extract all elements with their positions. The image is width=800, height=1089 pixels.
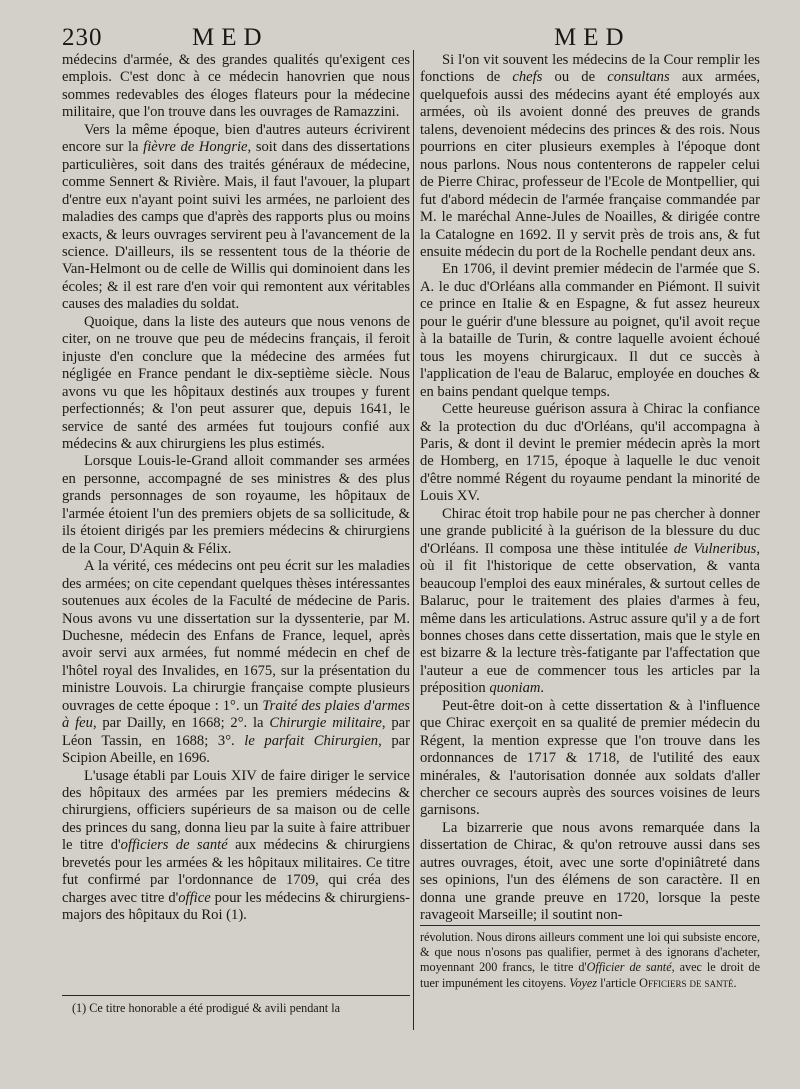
running-head-left: MED — [192, 24, 269, 51]
running-head-right: MED — [554, 24, 631, 51]
footnote-left: (1) Ce titre honorable a été prodigué & avili pendant la — [72, 1001, 341, 1015]
footnote-separator-left — [62, 995, 410, 996]
paragraph: Peut-être doit-on à cette dissertation & à l'influence que Chirac exerçoit en sa qualité de premier médecin du Régent, la mention expresse que l'on trouve dans les ordonnances de 1717 & 1718, de l'utilité des eaux minérales, & l'autorisation donnée aux soldats d'aller chercher ce secours auprès des sources voisines de leurs garnisons. — [420, 697, 760, 819]
paragraph: A la vérité, ces médecins ont peu écrit sur les maladies des armées; on cite cependant quelques thèses intéressantes soutenues aux écoles de la Faculté de médecine de Paris. Nous avons vu une dissertation sur la dyssenterie, par M. Duchesne, médecin des Enfans de France, lequel, après avoir servi aux armées, fut nommé médecin en chef de l'hôtel royal des Invalides, en 1675, sur la présentation du ministre Louvois. La chirurgie française compte plusieurs ouvrages de cette époque : 1°. un Traité des plaies d'armes à feu, par Dailly, en 1668; 2°. la Chirurgie militaire, par Léon Tassin, en 1688; 3°. le parfait Chirurgien, par Scipion Abeille, en 1696. — [62, 558, 411, 767]
page-header — [62, 24, 770, 52]
footnote-right: révolution. Nous dirons ailleurs comment une loi qui subsiste encore, & que nous n'osons pas qualifier, permet à des ignorans d'acheter, moyennant 200 francs, le titre d'Officier de santé, avec le droit de tuer impunément les citoyens. Voyez l'article Officiers de santé. — [420, 930, 761, 990]
paragraph: Lorsque Louis-le-Grand alloit commander ses armées en personne, accompagné de ses ministres & des plus grands personnages de son royaume, les hôpitaux de l'armée étoient l'un des premiers objets de sa sollicitude, & ils étoient dirigés par les premiers médecins & chirurgiens de la Cour, D'Aquin & Félix. — [62, 453, 410, 557]
page-number: 230 — [62, 24, 103, 51]
paragraph: Vers la même époque, bien d'autres auteurs écrivirent encore sur la fièvre de Hongrie, soit dans des dissertations particulières, soit dans des traités généraux de médecine, comme Sennert & Rivière. Mais, il faut l'avouer, la plupart d'entre eux n'ayant point suivi les armées, ne parloient des maladies des camps que d'après des rapports plus ou moins exacts, & leurs ouvrages servirent peu à l'avancement de la science. D'ailleurs, ils se ressentent tous de la théorie de Van-Helmont ou de celle de Willis qui dominoient dans les écoles; & il est rare d'en voir qui remontent aux véritables causes des maladies du soldat. — [62, 121, 410, 313]
column-divider — [413, 50, 414, 1030]
paragraph: Quoique, dans la liste des auteurs que nous venons de citer, on ne trouve que peu de médecins français, il feroit injuste d'en conclure que la médecine des armées fut négligée en France pendant le dix-septième siècle. Nous avons vu que les hôpitaux destinés aux troupes y furent perfectionnés; & l'on peut assurer que, depuis 1641, le service de santé des armées fut toujours confié aux médecins & aux chirurgiens les plus estimés. — [62, 313, 410, 452]
right-column — [420, 52, 760, 925]
footnote-separator-right — [420, 925, 760, 926]
paragraph: La bizarrerie que nous avons remarquée dans la dissertation de Chirac, & qu'on retrouve aussi dans ses autres ouvrages, étoit, avec une sorte d'opiniâtreté dans ses opinions, l'un des élémens de son caractère. Il en donna une grande preuve en 1720, lorsque la peste ravageoit Marseille; il soutint non- — [420, 819, 760, 924]
paragraph: médecins d'armée, & des grandes qualités qu'exigent ces emplois. C'est donc à ce médecin hanovrien que nous sommes redevables des éloges flateurs pour la médecine militaire, que l'on trouve dans les ouvrages de Ramazzini. — [62, 52, 410, 121]
left-column — [62, 52, 410, 925]
paragraph: Chirac étoit trop habile pour ne pas chercher à donner une grande publicité à la guérison de la blessure du duc d'Orléans. Il composa une thèse intitulée de Vulneribus, où il fit l'historique de cette observation, & vanta beaucoup l'emploi des eaux minérales, & surtout celles de Balaruc, pour le traitement des plaies d'armes à feu, même dans les articulations. Astruc assure qu'il y a de fort bonnes choses dans cette dissertation, mais que le style en est bizarre & la lecture très-fatigante par l'affectation que l'auteur a eue de commencer tous les articles par la préposition quoniam. — [420, 505, 760, 697]
paragraph: Cette heureuse guérison assura à Chirac la confiance & la protection du duc d'Orléans, qu'il accompagna à Paris, & dont il devint le premier médecin après la mort de Homberg, en 1715, époque à laquelle le duc venoit d'être nommé Régent du royaume pendant la minorité de Louis XV. — [420, 401, 760, 505]
paragraph: En 1706, il devint premier médecin de l'armée que S. A. le duc d'Orléans alla commander en Piémont. Il suivit ce prince en Italie & en Espagne, & fut assez heureux pour le guérir d'une blessure au poignet, qu'il avoit reçue à la bataille de Turin, & contre laquelle avoient échoué tous les moyens chirurgicaux. Il dut ce succès à l'application de l'eau de Balaruc, employée en douches & en bains pendant quelque temps. — [420, 261, 760, 400]
paragraph: L'usage établi par Louis XIV de faire diriger le service des hôpitaux des armées par les premiers médecins & chirurgiens, officiers supérieurs de sa maison ou de celle des princes du sang, donna lieu par la suite à faire attribuer le titre d'officiers de santé aux médecins & chirurgiens brevetés pour les armées & les hôpitaux militaires. Ce titre fut confirmé par l'ordonnance de 1709, qui créa des charges avec titre d'office pour les médecins & chirurgiens-majors des hôpitaux du Roi (1). — [62, 767, 410, 924]
paragraph: Si l'on vit souvent les médecins de la Cour remplir les fonctions de chefs ou de consultans aux armées, quelquefois aussi des médecins ayant été employés aux armées, où ils avoient donné des preuves de grands talens, devenoient médecins des princes & des rois. Nous pourrions en citer plusieurs exemples à l'époque dont nous parlons. Nous nous contenterons de rappeler celui de Pierre Chirac, professeur de l'Ecole de Montpellier, qui fut d'abord médecin de l'armée française commandée par M. le maréchal Anne-Jules de Noailles, & dirigée contre la Catalogne en 1692. Il y servit près de trois ans, & fut ensuite médecin du port de la Rochelle pendant deux ans. — [420, 52, 760, 260]
